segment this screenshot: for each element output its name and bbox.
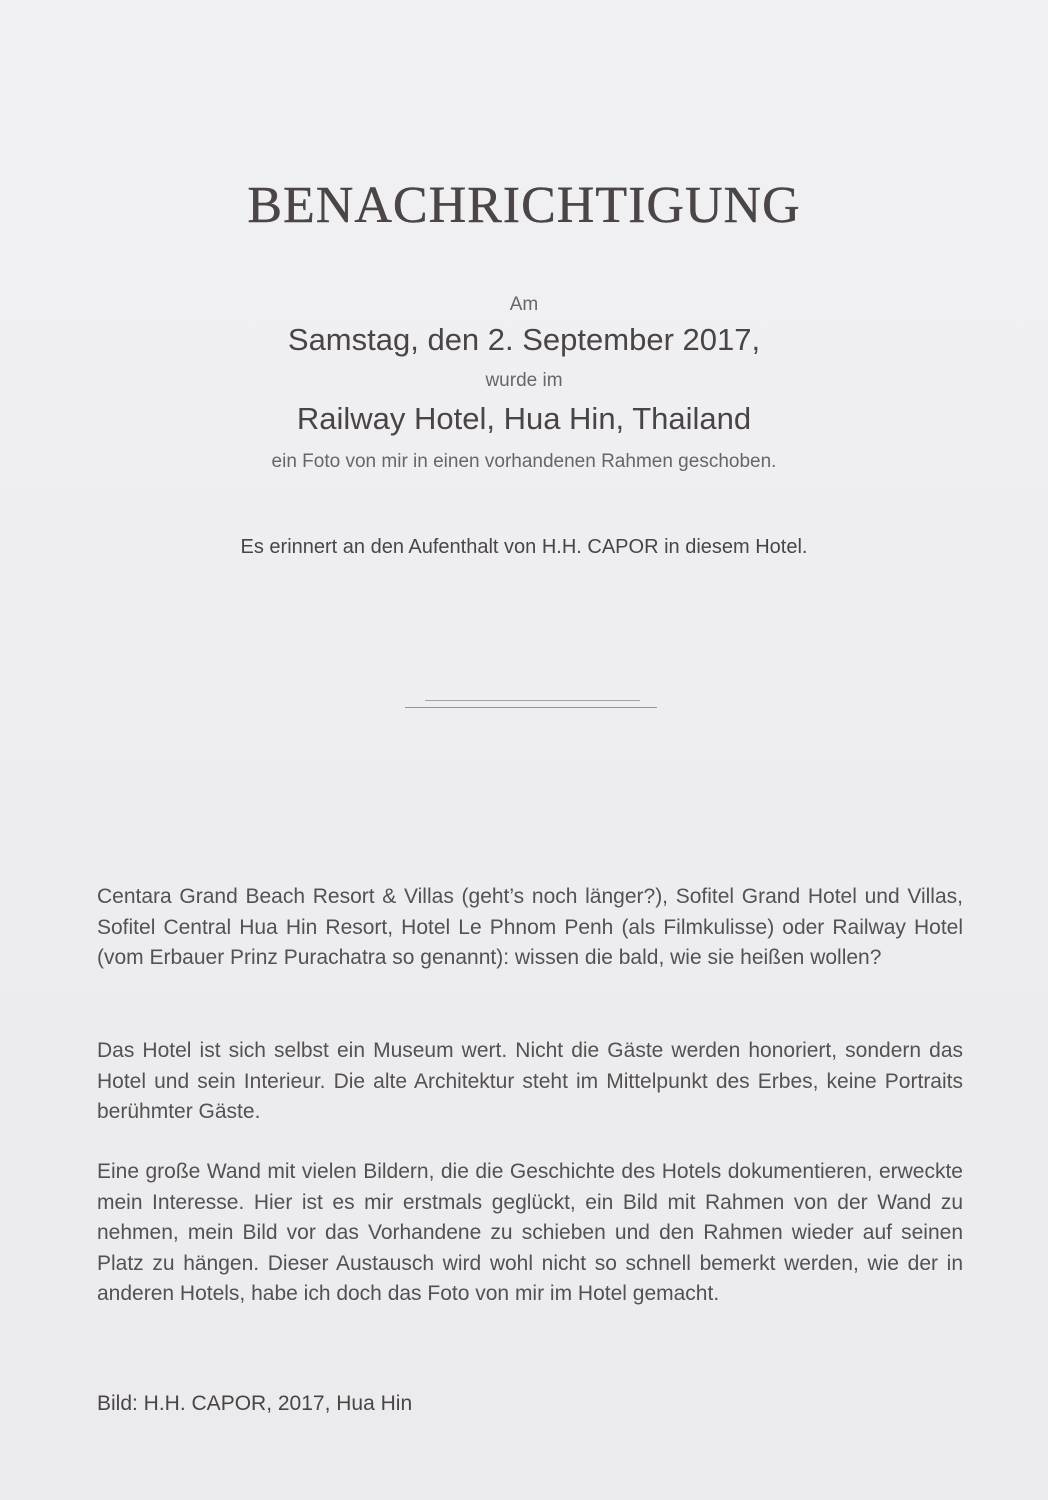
signature-line — [405, 707, 657, 708]
remembrance-note: Es erinnert an den Aufenthalt von H.H. CAPOR in diesem Hotel. — [240, 536, 808, 558]
body-paragraph-1: Centara Grand Beach Resort & Villas (geht’s noch länger?), Sofitel Grand Hotel und Villas, Sofitel Central Hua Hin Resort, Hotel Le Phnom Penh (als Filmkulisse) oder Railway Hotel (vom Erbauer Prinz Purachatra so genannt): wissen die bald, wie sie heißen wollen? — [97, 885, 963, 969]
intro-date: Samstag, den 2. September 2017, — [287, 322, 761, 357]
document-title: BENACHRICHTIGUNG — [247, 177, 801, 234]
signature-line-upper — [425, 700, 640, 701]
body-paragraph-3: Eine große Wand mit vielen Bildern, die die Geschichte des Hotels dokumentieren, erweckte mein Interesse. Hier ist es mir erstmals geglückt, ein Bild mit Rahmen von der Wand zu nehmen, mein Bild vor das Vorhandene zu schieben und den Rahmen wieder auf seinen Platz zu hängen. Dieser Austausch wird wohl nicht so schnell bemerkt werden, wie der in anderen Hotels, habe ich doch das Foto von mir im Hotel gemacht. — [97, 1160, 963, 1305]
intro-wurde-im: wurde im — [485, 370, 563, 391]
body-paragraph-2: Das Hotel ist sich selbst ein Museum wert. Nicht die Gäste werden honoriert, sondern das Hotel und sein Interieur. Die alte Architektur steht im Mittelpunkt des Erbes, keine Portraits berühmter Gäste. — [97, 1039, 963, 1123]
intro-action: ein Foto von mir in einen vorhandenen Rahmen geschoben. — [271, 451, 777, 472]
intro-am: Am — [509, 294, 539, 315]
photo-credit: Bild: H.H. CAPOR, 2017, Hua Hin — [97, 1392, 413, 1415]
intro-location: Railway Hotel, Hua Hin, Thailand — [296, 401, 752, 436]
